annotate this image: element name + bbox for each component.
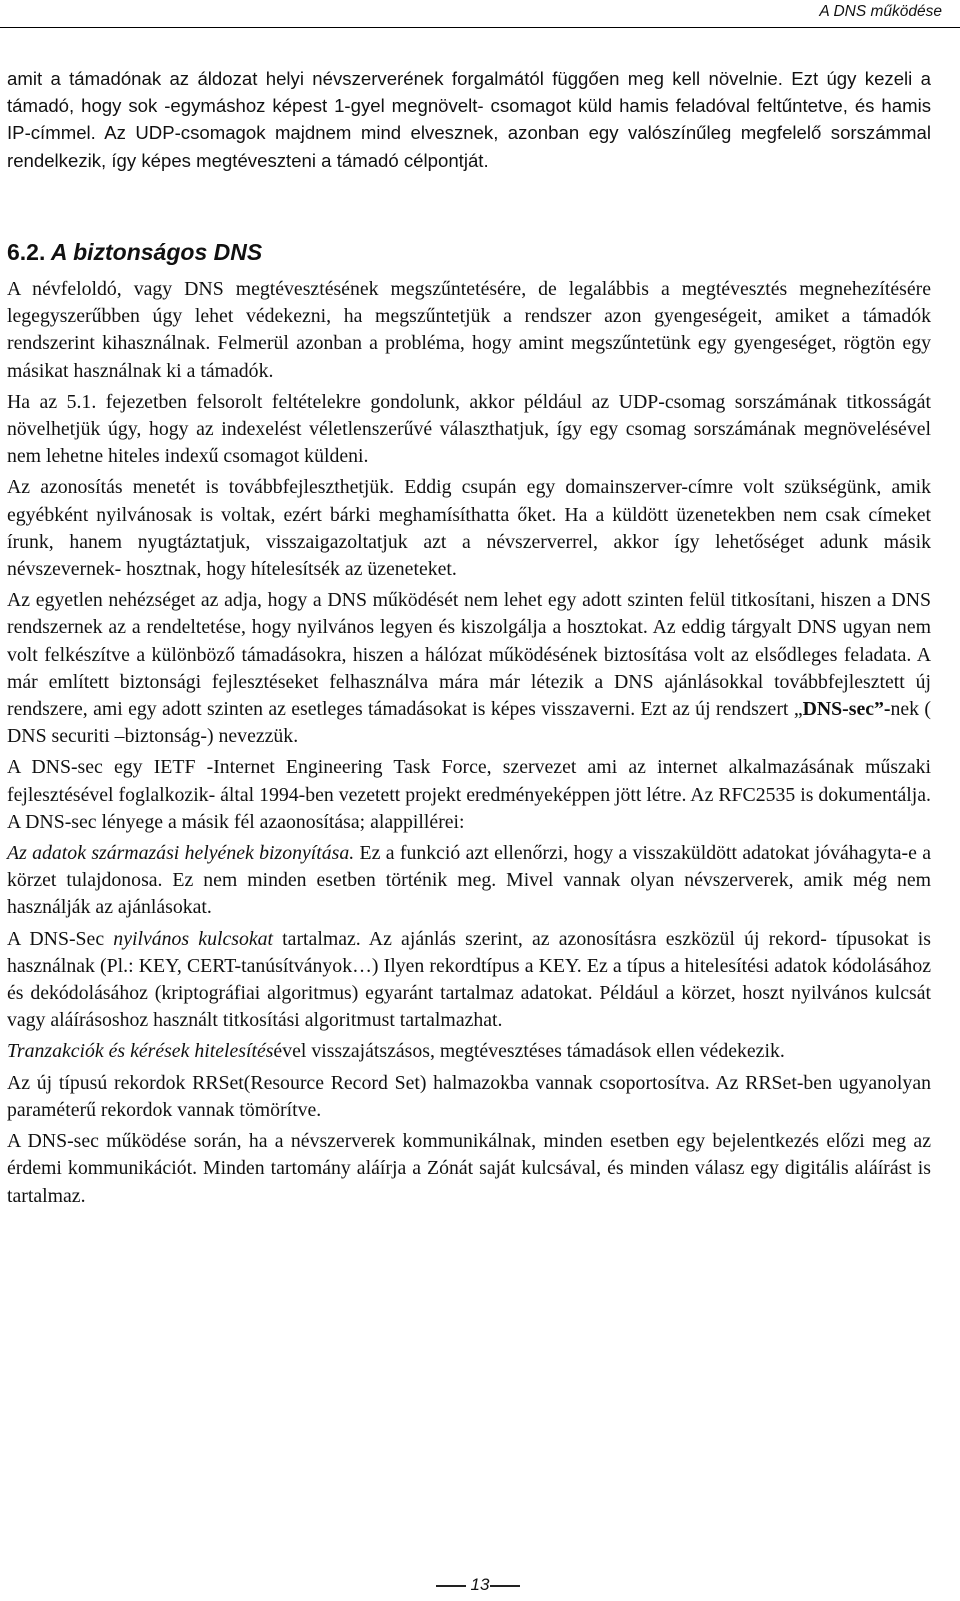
paragraph-8-italic: Tranzakciók és kérések hitelesítés [7, 1040, 274, 1063]
paragraph-9: Az új típusú rekordok RRSet(Resource Record Set) halmazokba vannak csoportosítva. Az RRSet-ben ugyanolyan paraméterű rekordok vannak tömörítve. [7, 1071, 931, 1121]
paragraph-6-italic: Az adatok származási helyének bizonyítása. [7, 842, 355, 865]
paragraph-7-italic: nyilvános kulcsokat [113, 927, 273, 950]
quote-open: „ [793, 698, 803, 721]
intro-paragraph: amit a támadónak az áldozat helyi névszerverének forgalmától függően meg kell növelnie. Ezt úgy kezeli a támadó, hogy sok -egymáshoz képest 1-gyel megnövelt- csomagot küld hamis feladóval feltűntetve, és hamis IP-címmel. Az UDP-csomagok majdnem mind elvesznek, azonban egy valószínűleg megfelelő sorszámmal rendelkezik, így képes megtéveszteni a támadó célpontját. [7, 68, 931, 171]
section-number: 6.2. [7, 239, 46, 265]
footer-dash-right [490, 1585, 520, 1587]
paragraph-7-rest: tartalmaz. Az ajánlás szerint, az azonosításra eszközül új rekord- típusokat is használnak (Pl.: KEY, CERT-tanúsítványok…) Ilyen rekordtípus a KEY. Ez a típus a hitelesítési adatok kódolásához és dekódolásához (kriptográfiai algoritmus) egyaránt tartalmaz adatokat. Például a körzet, hoszt nyilvános kulcsát vagy aláírásoshoz használt titkosítási algoritmust tartalmazhat. [7, 927, 931, 1032]
section-heading [7, 239, 262, 266]
page-number: 13 [470, 1575, 490, 1594]
paragraph-10: A DNS-sec működése során, ha a névszerverek kommunikálnak, minden esetben egy bejelentkezés előzi meg az érdemi kommunikációt. Minden tartomány aláírja a Zónát saját kulcsával, és minden válasz egy digitális aláírást is tartalmaz. [7, 1130, 931, 1207]
paragraph-4-tail: nek ( DNS securiti –biztonság-) nevezzük. [7, 698, 932, 748]
section-body [7, 276, 931, 1210]
paragraph-3: Az azonosítás menetét is továbbfejleszthetjük. Eddig csupán egy domainszerver-címre volt szükségünk, amik egyébként nyilvánosak is voltak, ezért bárki meghamísíthatta őket. Ha a küldött üzenetekben nem csak címeket írunk, hanem nyugtáztatjuk, visszaigazoltatjuk azt a névszerverrel, akkor így lehetőséget adunk másik névszevernek- hosztnak, hogy hítelesítsék az üzeneteket. [7, 476, 931, 581]
paragraph-1: A névfeloldó, vagy DNS megtévesztésének megszűntetésére, de legalábbis a megtévesztés megnehezítésére legegyszerűbben úgy lehet védekezni, ha megszűntetjük a rendszer azon gyengeségeit, amiket a támadók rendszerint kihasználnak. Felmerül azonban a probléma, hogy amint megszűntetünk egy gyengeséget, rögtön egy másikat használnak ki a támadók. [7, 278, 931, 382]
paragraph-4-text: Az egyetlen nehézséget az adja, hogy a DNS működését nem lehet egy adott szinten felül titkosítani, hiszen a DNS rendszernek az a rendeltetése, hogy nyilvános legyen és kiszolgálja a hosztokat. Az eddig tárgyalt DNS ugyan nem volt felkészítve a különböző támadásokra, hiszen a hálózat működésének biztosítása volt az elsődleges feladata. A már említett biztonsági fejlesztéseket felhasználva mára már létezik a DNS ajánlásokkal továbbfejlesztett új rendszere, ami egy adott szinten az esetleges támadásokat is képes visszaverni. Ezt az új rendszert [7, 589, 931, 721]
section-title: A biztonságos DNS [50, 239, 263, 265]
paragraph-6-rest: Ez a funkció azt ellenőrzi, hogy a visszaküldött adatokat jóváhagyta-e a körzet tulajdonosa. Ez nem minden esetben történik meg. Mivel vannak olyan névszerverek, amik még nem használják az ajánlásokat. [7, 842, 931, 919]
header-rule [0, 27, 960, 28]
intro-paragraph-block [7, 65, 931, 174]
paragraph-8 [7, 1038, 931, 1065]
paragraph-4 [7, 587, 931, 750]
paragraph-8-rest: ével visszajátszásos, megtévesztéses támadások ellen védekezik. [273, 1040, 785, 1063]
paragraph-7 [7, 926, 931, 1035]
paragraph-6 [7, 840, 931, 922]
paragraph-7-pre: A DNS-Sec [7, 927, 114, 950]
dns-sec-term: DNS-sec”- [802, 698, 891, 721]
paragraph-5: A DNS-sec egy IETF -Internet Engineering Task Force, szervezet ami az internet alkalmazásának műszaki fejlesztésével foglalkozik- által 1994-ben vezetett projekt eredményeképpen jött létre. Az RFC2535 is dokumentálja. A DNS-sec lényege a másik fél azaonosítása; alappillérei: [7, 756, 931, 833]
running-header: A DNS működése [819, 3, 942, 20]
page-footer [0, 1574, 960, 1598]
paragraph-2: Ha az 5.1. fejezetben felsorolt feltételekre gondolunk, akkor például az UDP-csomag sorszámának titkosságát növelhetjük úgy, hogy az indexelést véletlenszerűvé választhatjuk, így egy csomag sorszámának megnövelésével nem lehetne hiteles indexű csomagot küldeni. [7, 390, 931, 468]
